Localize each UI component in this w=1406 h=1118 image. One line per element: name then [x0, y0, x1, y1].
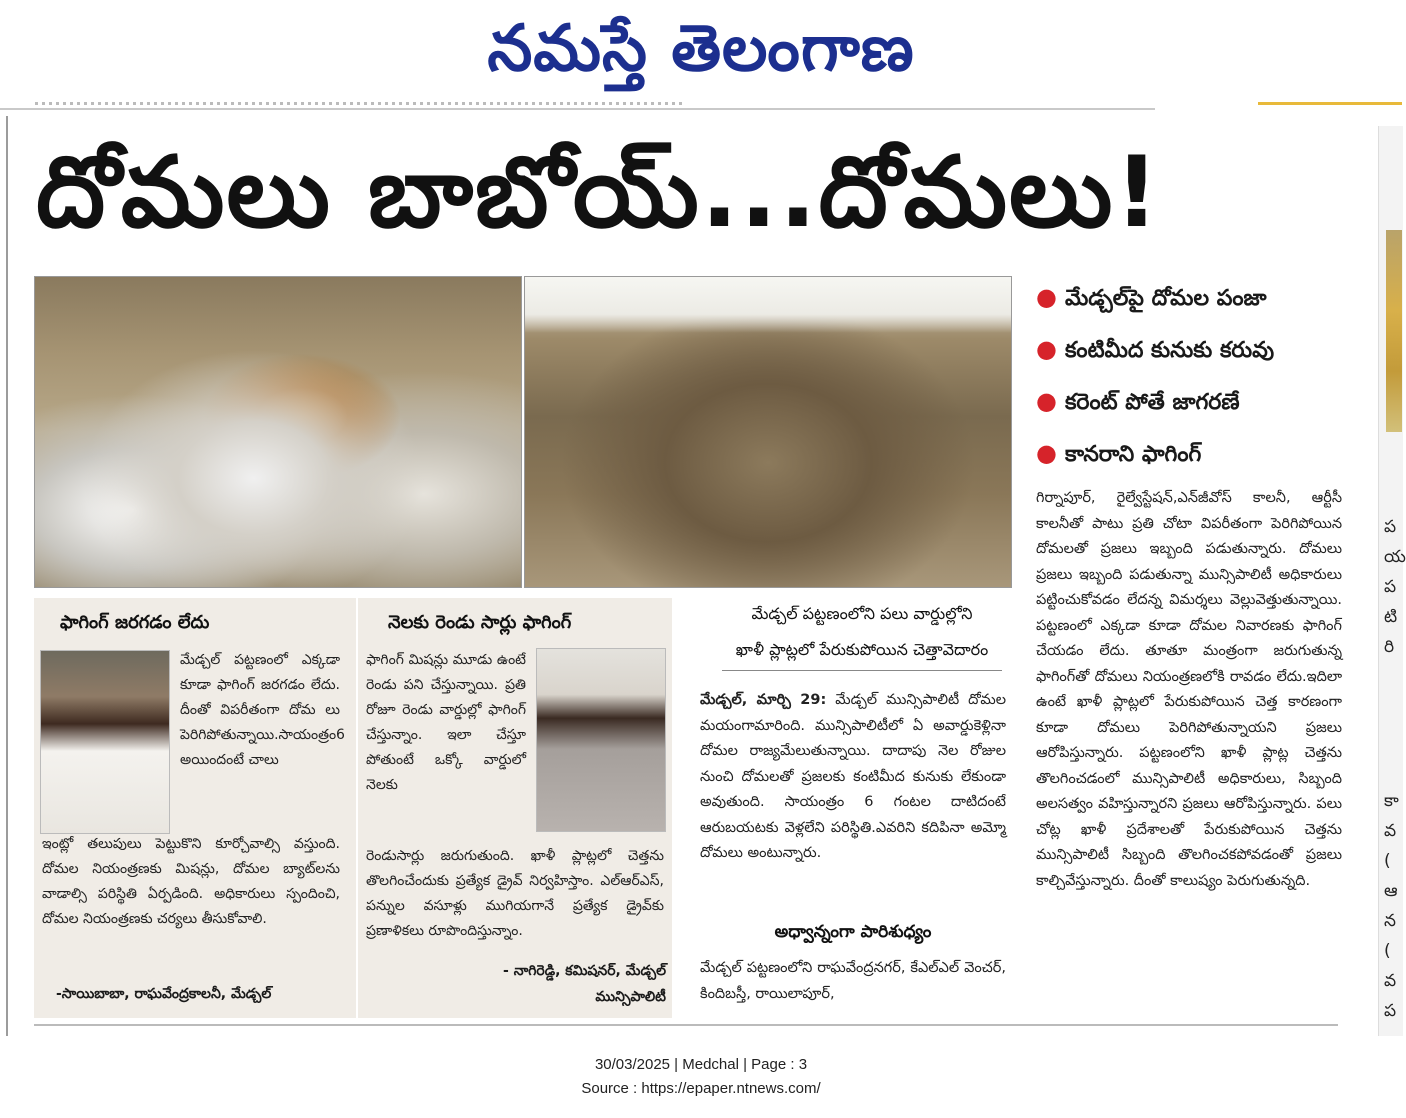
bullet-item: ● కానరాని ఫాగింగ్ [1036, 439, 1202, 467]
adjacent-article-photo [1386, 230, 1402, 432]
main-story-body [700, 688, 1006, 867]
quote-credit: - నాగిరెడ్డి, కమిషనర్, మేడ్చల్ మున్సిపాలిటీ [503, 963, 666, 1005]
resident-portrait [40, 650, 170, 834]
masthead [0, 0, 1402, 100]
bullet-dot-icon: ● [1036, 283, 1057, 311]
adjacent-article-text: ప య ప టి రి [1384, 517, 1406, 657]
quote-text-wrap: మేడ్చల్ పట్టణంలో ఎక్కడా కూడా ఫాగింగ్ జరగడం లేదు. దీంతో విపరీతంగా దోమ లు పెరిగిపోతున్నాయి.సాయంత్రం6 అయిందంటే చాలు [180, 652, 345, 768]
bullet-item: ● కరెంట్ పోతే జాగరణే [1036, 387, 1240, 415]
bullet-item: ● మేడ్చల్‌పై దోమల పంజా [1036, 283, 1267, 311]
dateline: మేడ్చల్, మార్చి 29: [700, 692, 827, 708]
footer-source-line: Source : https://epaper.ntnews.com/ [581, 1080, 821, 1097]
highlight-bullets [1036, 280, 1366, 488]
quote-text: ఇంట్లో తలుపులు పెట్టుకొని కూర్చోవాల్సి వస్తుంది. దోమల నియంత్రణకు మిషన్లు, దోమల బ్యాట్‌లను వాడాల్సి పరిస్థితి ఏర్పడింది. అధికారులు స్పందించి, దోమల నియంత్రణకు చర్యలు తీసుకోవాలి. [42, 836, 340, 927]
newspaper-logo: నమస్తే తెలంగాణ [487, 12, 915, 86]
bullet-dot-icon: ● [1036, 439, 1057, 467]
overgrown-plot-photo [524, 276, 1012, 588]
masthead-divider-dotted [35, 102, 685, 105]
commissioner-portrait [536, 648, 666, 832]
bullet-item: ● కంటిమీద కునుకు కరువు [1036, 335, 1275, 363]
garbage-dump-photo [34, 276, 522, 588]
right-column-text: గిర్నాపూర్, రైల్వేస్టేషన్,ఎన్‌జీవోస్ కాలనీ, ఆర్టీసీ కాలనీతో పాటు ప్రతి చోటా విపరీతంగా పెరిగిపోయిన దోమలతో ప్రజలు ఇబ్బంది పడుతున్నారు. దోమలు ప్రజలు ఇబ్బంది పడుతున్నా మున్సిపాలిటీ అధికారులు పట్టించుకోవడం లేదన్న విమర్శలు వెల్లువెత్తుతున్నాయి. పట్టణంలో ఎక్కడా కూడా దోమల నివారణకు ఫాగింగ్ చేయడం లేదు. తూతూ మంత్రంగా జరుగుతున్న ఫాగింగ్‌తో దోమలు నియంత్రణలోకి రావడం లేదు.ఇదిలా ఉంటే ఖాళీ ప్లాట్లలో పేరుకుపోయిన చెత్త కారణంగా కూడా దోమలు పెరిగిపోతున్నాయని ప్రజలు ఆరోపిస్తున్నారు. పట్టణంలోని ఖాళీ ప్లాట్ల చెత్తను తొలగించడంలో మున్సిపాలిటీ అధికారులు, సిబ్బంది అలసత్వం వహిస్తున్నారని ప్రజలు ఆరోపిస్తున్నారు. పలు చోట్ల ఖాళీ ప్రదేశాలతో పేరుకుపోయిన చెత్తను మున్సిపాలిటీ సిబ్బంది తొలగించకపోవడంతో ప్రజలు కాల్చివేస్తున్నారు. దీంతో కాలుష్యం పెరుగుతున్నది. [1036, 490, 1342, 889]
main-story-continued: మేడ్చల్ పట్టణంలోని రాఘవేంద్రనగర్, కేఎల్‌ఎల్ వెంచర్, కిందిబస్తీ, రాయిలాపూర్, [700, 960, 1006, 1002]
bullet-dot-icon: ● [1036, 335, 1057, 363]
footer-divider [34, 1024, 1338, 1026]
main-story-text: మేడ్చల్ మున్సిపాలిటీ దోమల మయంగామారింది. మున్సిపాలిటీలో ఏ అవార్డుకెళ్లినా దోమల రాజ్యమేలుతున్నాయి. దాదాపు నెల రోజుల నుంచి దోమలతో ప్రజలకు కంటిమీద కునుకు లేకుండా అవుతుంది. సాయంత్రం 6 గంటల దాటిదంటే ఆరుబయటకు వెళ్లలేని పరిస్థితి.ఎవరిని కదిపినా అమ్మో దోమలు అంటున్నారు. [700, 692, 1006, 861]
quote-text: రెండుసార్లు జరుగుతుంది. ఖాళీ ప్లాట్లలో చెత్తను తొలగించేందుకు ప్రత్యేక డ్రైవ్ నిర్వహిస్తాం. ఎల్‌ఆర్‌ఎస్, పన్నుల వసూళ్లు ముగియగానే ప్రత్యేక డ్రైవ్‌కు ప్రణాళికలు రూపొందిస్తున్నాం. [366, 848, 664, 939]
masthead-accent-line [1258, 102, 1402, 105]
page-footer [0, 1053, 1402, 1101]
photo-caption: మేడ్చల్ పట్టణంలోని పలు వార్డుల్లోని ఖాళీ ప్లాట్లలో పేరుకుపోయిన చెత్తావెదారం [735, 604, 989, 659]
masthead-divider [0, 108, 1155, 110]
article-headline: దోమలు బాబోయ్...దోమలు! [36, 136, 1162, 250]
footer-date-line: 30/03/2025 | Medchal | Page : 3 [594, 1056, 808, 1073]
section-subhead: అధ్వాన్నంగా పారిశుధ్యం [774, 922, 932, 942]
quote-text-wrap: ఫాగింగ్ మిషన్లు మూడు ఉంటే రెండు పని చేస్తున్నాయి. ప్రతి రోజూ రెండు వార్డుల్లో ఫాగింగ్ చేస్తున్నాం. ఇలా చేస్తూ పోతుంటే ఒక్కో వార్డులో నెలకు [366, 652, 526, 793]
adjacent-article-text-lower: కా వ ( ఆ న ( వ ప [1384, 791, 1399, 1021]
page-left-border [6, 116, 8, 1036]
quote-credit: -సాయిబాబా, రాఘవేంద్రకాలనీ, మేడ్చల్ [56, 986, 272, 1002]
quote-box-title: నెలకు రెండు సార్లు ఫాగింగ్ [388, 612, 572, 633]
bullet-dot-icon: ● [1036, 387, 1057, 415]
caption-divider [722, 670, 1002, 671]
quote-box-title: ఫాగింగ్ జరగడం లేదు [60, 612, 210, 633]
